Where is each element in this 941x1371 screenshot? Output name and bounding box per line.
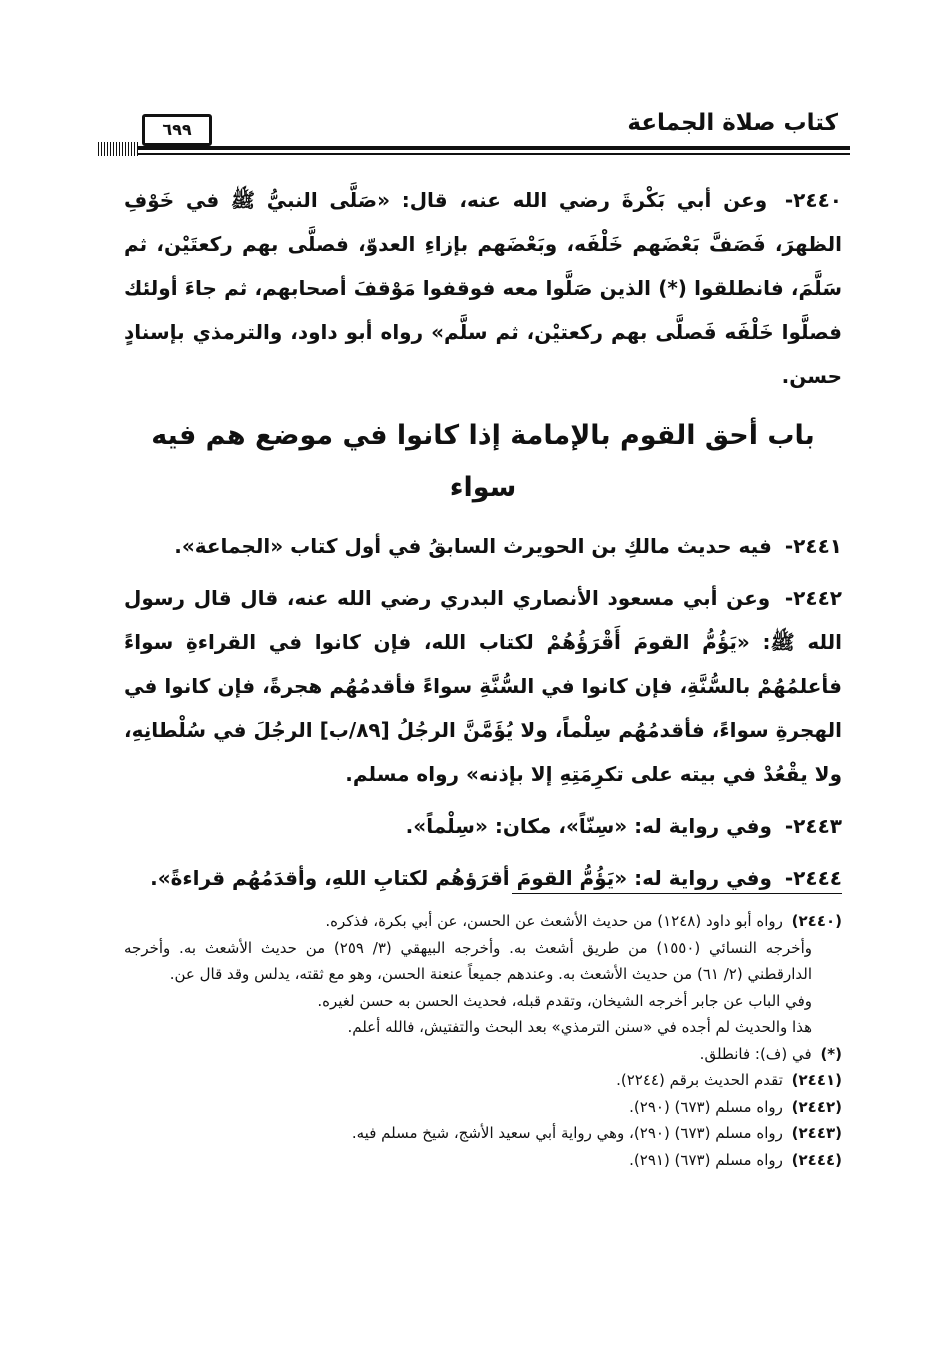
hadith-number: ٢٤٤٣- [784, 814, 842, 838]
hadith-text: وفي رواية له: «سِنّاً»، مكان: «سِلْماً». [405, 814, 772, 838]
header-rule-thick [98, 146, 850, 150]
hadith-2441 [124, 524, 842, 568]
running-title: كتاب صلاة الجماعة [627, 110, 838, 136]
page-header [98, 100, 850, 160]
hadith-2442 [124, 576, 842, 796]
hadith-2443 [124, 804, 842, 848]
footnote-2440 [124, 908, 842, 935]
footnote-text: رواه مسلم (٦٧٣) (٢٩٠)، وهي رواية أبي سعيد الأشج، شيخ مسلم فيه. [351, 1124, 783, 1142]
footnote-text: تقدم الحديث برقم (٢٢٤٤). [616, 1071, 783, 1089]
footnote-continuation [124, 935, 842, 988]
hadith-text: وعن أبي بَكْرةَ رضي الله عنه، قال: «صَلَّى النبيُّ ﷺ في خَوْفِ الظهرَ، فَصَفَّ بَعْضَهم خَلْفَه، وبَعْضَهم بإزاءِ العدوّ، فصلَّى بهم ركعتَيْن، ثم سَلَّمَ، فانطلقوا (*) الذين صَلَّوا معه فوقفوا مَوْقفَ أصحابهم، ثم جاءَ أولئك فصلَّوا خَلْفَه فَصلَّى بهم ركعتيْن، ثم سلَّم» رواه أبو داود، والترمذي بإسنادٍ حسن. [124, 188, 842, 388]
hadith-text: فيه حديث مالكِ بن الحويرث السابقُ في أول كتاب «الجماعة». [174, 534, 772, 558]
footnote-text: في (ف): فانطلق. [699, 1044, 812, 1063]
footnote-text: هذا والحديث لم أجده في «سنن الترمذي» بعد البحث والتفتيش، فالله أعلم. [347, 1018, 812, 1036]
footnote-2443 [124, 1120, 842, 1147]
footnote-2441 [124, 1067, 842, 1094]
footnotes [124, 908, 842, 1173]
footnote-asterisk [124, 1041, 842, 1068]
main-text [124, 178, 842, 900]
hadith-number: ٢٤٤٤- [784, 866, 842, 890]
footnote-text: وفي الباب عن جابر أخرجه الشيخان، وتقدم قبله، فحديث الحسن به حسن لغيره. [317, 991, 812, 1010]
footnote-ref: (٢٤٤١) [791, 1071, 842, 1089]
footnote-text: رواه مسلم (٦٧٣) (٢٩٠). [629, 1097, 783, 1116]
chapter-title: باب أحق القوم بالإمامة إذا كانوا في موضع هم فيه سواء [151, 420, 815, 503]
header-rule-hatch [98, 142, 138, 156]
footnote-continuation [124, 988, 842, 1015]
footnote-2442 [124, 1094, 842, 1121]
hadith-number: ٢٤٤٢- [784, 586, 842, 610]
hadith-text: وفي رواية له: «يَؤُمُّ القومَ أقرَؤهُم لكتابِ اللهِ، وأقدَمُهُم قراءةً». [150, 866, 772, 890]
hadith-number: ٢٤٤٠- [784, 188, 842, 212]
footnote-2444 [124, 1147, 842, 1174]
footnote-continuation [124, 1014, 842, 1041]
hadith-2440 [124, 178, 842, 398]
footnote-ref: (٢٤٤٤) [791, 1150, 842, 1169]
header-rule-thin [98, 153, 850, 155]
page-number: ٦٩٩ [142, 114, 212, 146]
footnote-ref: (٢٤٤٢) [791, 1097, 842, 1116]
hadith-text: وعن أبي مسعود الأنصاري البدري رضي الله عنه، قال قال رسول الله ﷺ: «يَؤُمُّ القومَ أَقْرَؤُهُمْ لكتاب الله، فإن كانوا في القراءةِ سواءً فأعلمُهُمْ بالسُّنَّةِ، فإن كانوا في السُّنَّةِ سواءً فأقدمُهُم هجرةً، فإن كانوا في الهجرةِ سواءً، فأقدمُهُم سِلْماً، ولا يُؤَمَّنَّ الرجُلُ [٨٩/ب] الرجُلَ في سُلْطانِهِ، ولا يقْعُدْ في بيته على تكرِمَتِهِ إلا بإذنه» رواه مسلم. [124, 586, 842, 786]
footnote-text: رواه أبو داود (١٢٤٨) من حديث الأشعث عن الحسن، عن أبي بكرة، فذكره. [325, 912, 783, 930]
footnote-ref: (٢٤٤٠) [791, 912, 842, 930]
footnote-ref: (٢٤٤٣) [791, 1124, 842, 1142]
footnote-separator [512, 893, 842, 894]
hadith-number: ٢٤٤١- [784, 534, 842, 558]
footnote-ref: (*) [820, 1044, 842, 1063]
footnote-text: وأخرجه النسائي (١٥٥٠) من طريق أشعث به. وأخرجه البيهقي (٣/ ٢٥٩) من حديث الأشعث به. وأخرجه الدارقطني (٢/ ٦١) من حديث الأشعث به. وعندهم جميعاً عنعنة الحسن، وهو مع ثقته، يدلس وقد قال عن. [124, 938, 812, 983]
footnote-text: رواه مسلم (٦٧٣) (٢٩١). [629, 1150, 783, 1169]
